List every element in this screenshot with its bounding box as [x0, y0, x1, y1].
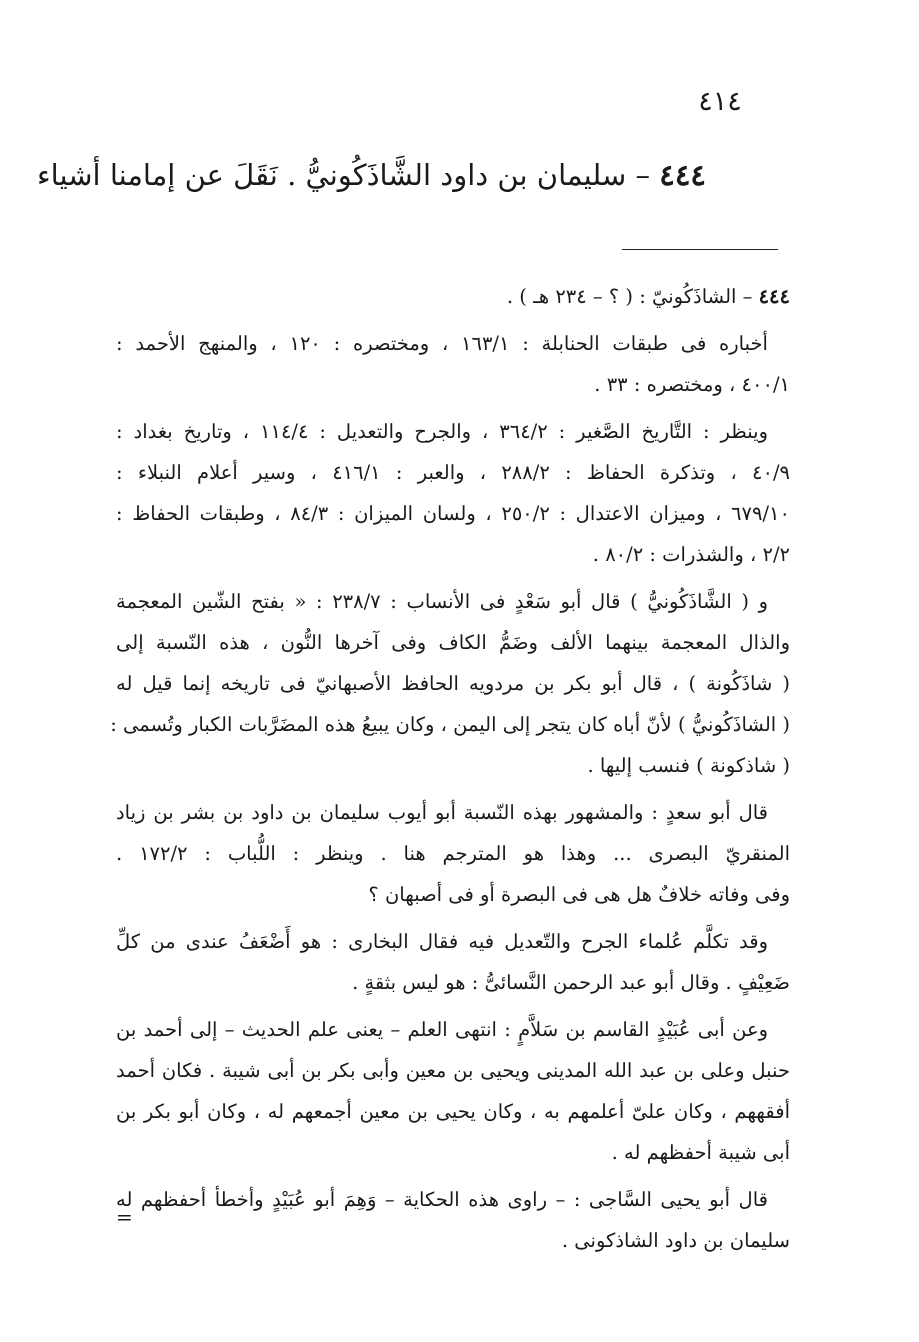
footnote-text: ( شاذَكُونة ) ، قال أبو بكر بن مردويه الحافظ الأصبهانيّ فى تاريخه إنما قيل له — [116, 672, 790, 695]
footnote-paragraph — [116, 1179, 790, 1261]
footnote-text: ضَعِيْفٍ . وقال أبو عبد الرحمن النَّسائىُّ : هو ليس بثقةٍ . — [352, 971, 790, 994]
footnote-line — [116, 411, 790, 452]
page-number: ٤١٤ — [698, 86, 742, 117]
entry-heading — [37, 158, 706, 192]
footnote-text: أبى شيبة أحفظهم له . — [611, 1141, 790, 1164]
footnote-text: سليمان بن داود الشاذكونى . — [561, 1229, 790, 1252]
footnotes — [110, 276, 791, 1267]
footnote-text: والذال المعجمة بينهما الألف وضَمُّ الكاف وفى آخرها النُّون ، هذه النّسبة إلى — [116, 631, 790, 654]
footnote-paragraph — [116, 276, 790, 317]
footnote-line — [116, 1050, 790, 1091]
entry-number: ٤٤٤ — [659, 158, 706, 192]
footnote-line — [116, 1009, 790, 1050]
footnote-line — [116, 1132, 790, 1173]
footnote-number: ٤٤٤ — [758, 285, 790, 308]
footnote-text: ٤٠/٩ ، وتذكرة الحفاظ : ٢٨٨/٢ ، والعبر : ٤١٦/١ ، وسير أعلام النبلاء : — [116, 461, 791, 484]
entry-text: سليمان بن داود الشَّاذَكُونيُّ . نَقَلَ عن إمامنا أشياء — [37, 158, 627, 192]
footnote-line — [116, 663, 790, 704]
footnote-line — [116, 745, 790, 786]
footnote-line — [116, 323, 790, 364]
footnote-paragraph — [116, 323, 790, 405]
footnote-text: قال أبو يحيى السَّاجى : – راوى هذه الحكاية – وَهِمَ أبو عُبَيْدٍ وأخطأ أحفظهم له — [116, 1188, 768, 1211]
footnote-separator — [622, 249, 778, 250]
footnote-text: المنقريّ البصرى ... وهذا هو المترجم هنا . وينظر : اللُّباب : ١٧٢/٢ . — [116, 842, 790, 865]
footnote-line — [116, 452, 790, 493]
footnote-line — [116, 534, 790, 575]
footnote-text: وينظر : التَّاريخ الصَّغير : ٣٦٤/٢ ، والجرح والتعديل : ١١٤/٤ ، وتاريخ بغداد : — [116, 420, 768, 443]
footnote-text: و ( الشَّاذَكُونيُّ ) قال أبو سَعْدٍ فى الأنساب : ٢٣٨/٧ : « بفتح الشّين المعجمة — [116, 590, 768, 613]
footnote-text: قال أبو سعدٍ : والمشهور بهذه النّسبة أبو أيوب سليمان بن داود بن بشر بن زياد — [116, 801, 768, 824]
footnote-text: – الشاذَكُونيّ : ( ؟ – ٢٣٤ هـ ) . — [506, 285, 753, 308]
footnote-text: أفقههم ، وكان علىّ أعلمهم به ، وكان يحيى بن معين أجمعهم له ، وكان أبو بكر بن — [116, 1100, 790, 1123]
footnote-line — [116, 833, 790, 874]
footnote-paragraph — [110, 581, 790, 786]
footnote-paragraph — [116, 1009, 790, 1173]
footnote-text: ٦٧٩/١٠ ، وميزان الاعتدال : ٢٥٠/٢ ، ولسان الميزان : ٨٤/٣ ، وطبقات الحفاظ : — [116, 502, 790, 525]
entry-dash: – — [635, 158, 651, 192]
footnote-paragraph — [116, 921, 790, 1003]
footnote-line — [116, 1220, 790, 1261]
footnote-line — [116, 622, 790, 663]
footnote-text: ( شاذكونة ) فنسب إليها . — [587, 754, 790, 777]
footnote-line — [116, 1091, 790, 1132]
footnote-line — [116, 921, 790, 962]
footnote-text: وقد تكلَّم عُلماء الجرح والتّعديل فيه فقال البخارى : هو أَضْعَفُ عندى من كلِّ — [116, 930, 768, 953]
footnote-text: ( الشاذَكُونيُّ ) لأنّ أباه كان يتجر إلى اليمن ، وكان يبيعُ هذه المضَرَّبات الكبار وتُسمى : — [110, 713, 790, 736]
footnote-text: حنبل وعلى بن عبد الله المدينى ويحيى بن معين وأبى بكر بن أبى شيبة . فكان أحمد — [116, 1059, 790, 1082]
footnote-text: وفى وفاته خلافٌ هل هى فى البصرة أو فى أصبهان ؟ — [368, 883, 790, 906]
footnote-line — [116, 792, 790, 833]
footnote-line — [116, 874, 790, 915]
footnote-line — [116, 581, 790, 622]
footnote-paragraph — [116, 792, 790, 915]
continuation-mark: = — [116, 1205, 133, 1229]
footnote-text: ٤٠٠/١ ، ومختصره : ٣٣ . — [594, 373, 790, 396]
footnote-line — [116, 493, 790, 534]
footnote-line — [116, 962, 790, 1003]
footnote-text: أخباره فى طبقات الحنابلة : ١٦٣/١ ، ومختصره : ١٢٠ ، والمنهج الأحمد : — [116, 332, 768, 355]
footnote-line — [116, 1179, 790, 1220]
footnote-line — [116, 276, 790, 317]
footnote-text: ٢/٢ ، والشذرات : ٨٠/٢ . — [592, 543, 790, 566]
footnote-paragraph — [116, 411, 790, 575]
footnote-line — [110, 704, 790, 745]
footnote-text: وعن أبى عُبَيْدٍ القاسم بن سَلاَّمٍ : انتهى العلم – يعنى علم الحديث – إلى أحمد بن — [116, 1018, 768, 1041]
footnote-line — [116, 364, 790, 405]
